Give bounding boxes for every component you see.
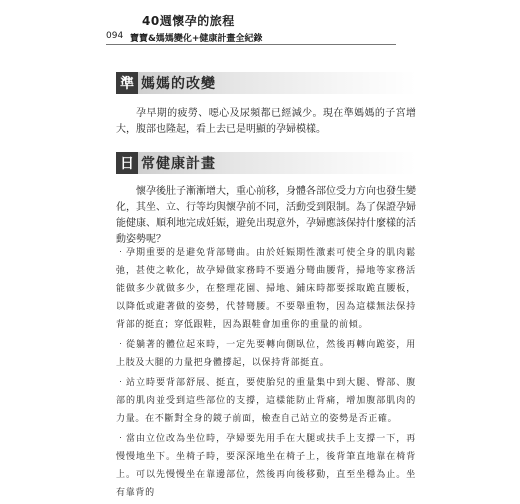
section-heading-title: 媽媽的改變	[141, 76, 216, 92]
book-subtitle: 寶寶&媽媽變化+健康計畫全紀錄	[130, 34, 263, 44]
health-plan-paragraph	[116, 184, 416, 248]
list-item: ‧當由立位改為坐位時，孕婦要先用手在大腿或扶手上支撐一下，再慢慢地坐下。坐椅子時，要深深地坐在椅子上，後背筆直地靠在椅背上。可以先慢慢坐在靠邊部位，然後再向後移動，直至坐穩為止。坐有靠背的	[116, 434, 416, 498]
section-heading-title: 常健康計畫	[141, 156, 216, 172]
header-divider	[106, 44, 396, 45]
section-heading-initial: 準	[116, 72, 138, 94]
section-heading-mother-changes	[116, 72, 416, 94]
paragraph-text: 孕早期的疲勞、噁心及尿頻都已經減少。現在準媽媽的子宮增大，腹部也隆起，看上去已是明顯的孕婦模樣。	[116, 108, 416, 135]
posture-tips-list	[116, 244, 416, 504]
book-title: 40週懷孕的旅程	[142, 14, 235, 28]
list-item: ‧從躺著的體位起來時，一定先要轉向側臥位，然後再轉向跪姿，用上肢及大腿的力量把身體撐起，以保持背部挺直。	[116, 340, 416, 368]
list-item: ‧站立時要背部舒展、挺直，要使胎兒的重量集中到大腿、臀部、腹部的肌肉並受到這些部位的支撐，這樣能防止背痛，增加腹部肌肉的力量。在不斷對全身的鏡子前面，檢查自己站立的姿勢是否正確。	[116, 378, 416, 424]
list-item: ‧孕期重要的是避免背部彎曲。由於妊娠期性激素可使全身的肌肉鬆弛，甚使之軟化，故孕婦做家務時不要過分彎曲腰背，掃地等家務活能做多少就做多少，在整理花園、掃地、鋪床時都要採取跪直腰板，以降低或避著做的姿勢，代替彎腰。不要舉重物，因為這樣無法保持背部的挺直；穿低跟鞋，因為跟鞋會加重你的重量的前傾。	[116, 248, 416, 330]
paragraph-text: 懷孕後肚子漸漸增大，重心前移，身體各部位受力方向也發生變化，其坐、立、行等均與懷孕前不同，活動受到限制。為了保證孕婦能健康、順利地完成妊娠，避免出現意外，孕婦應該保持什麼樣的活動姿勢呢？	[116, 186, 416, 245]
section-heading-daily-health-plan	[116, 152, 416, 174]
page-number: 094	[106, 31, 124, 41]
mother-changes-paragraph	[116, 106, 416, 138]
section-heading-initial: 日	[116, 152, 138, 174]
